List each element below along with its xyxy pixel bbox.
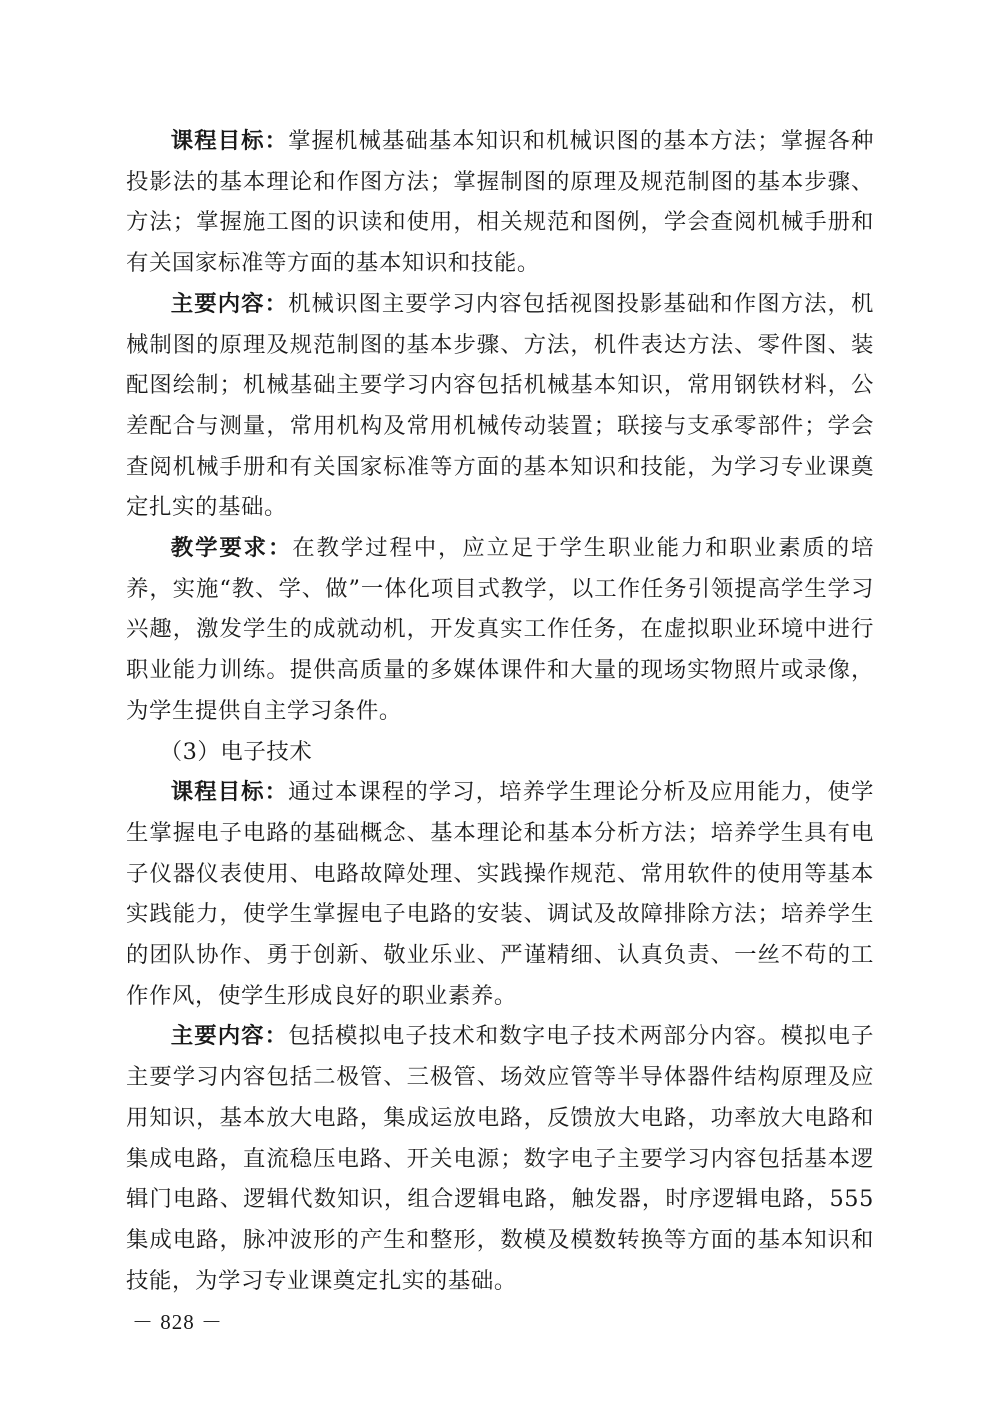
main-content-label: 主要内容： <box>170 290 289 317</box>
paragraph-main-content-mechanical <box>126 284 874 528</box>
teaching-requirements-label: 教学要求： <box>170 535 293 562</box>
main-content-text: 包括模拟电子技术和数字电子技术两部分内容。模拟电子主要学习内容包括二极管、三极管、场效应管等半导体器件结构原理及应用知识，基本放大电路，集成运放电路，反馈放大电路，功率放大电路和集成电路，直流稳压电路、开关电源；数字电子主要学习内容包括基本逻辑门电路、逻辑代数知识，组合逻辑电路，触发器，时序逻辑电路，555集成电路，脉冲波形的产生和整形，数模及模数转换等方面的基本知识和技能，为学习专业课奠定扎实的基础。 <box>126 1023 875 1294</box>
course-goal-text: 通过本课程的学习，培养学生理论分析及应用能力，使学生掌握电子电路的基础概念、基本理论和基本分析方法；培养学生具有电子仪器仪表使用、电路故障处理、实践操作规范、常用软件的使用等基本实践能力，使学生掌握电子电路的安装、调试及故障排除方法；培养学生的团队协作、勇于创新、敬业乐业、严谨精细、认真负责、一丝不苟的工作作风，使学生形成良好的职业素养。 <box>126 779 875 1009</box>
paragraph-course-goal-mechanical <box>126 121 874 284</box>
document-body <box>126 121 874 1301</box>
course-goal-label: 课程目标： <box>170 779 289 806</box>
teaching-requirements-text: 在教学过程中，应立足于学生职业能力和职业素质的培养，实施“教、学、做”一体化项目式教学，以工作任务引领提高学生学习兴趣，激发学生的成就动机，开发真实工作任务，在虚拟职业环境中进行职业能力训练。提供高质量的多媒体课件和大量的现场实物照片或录像，为学生提供自主学习条件。 <box>126 535 874 724</box>
page-number: － 828 － <box>132 1310 223 1334</box>
section-heading-electronics: （3）电子技术 <box>159 738 313 765</box>
main-content-label: 主要内容： <box>170 1023 289 1050</box>
paragraph-main-content-electronics <box>126 1016 874 1301</box>
course-goal-label: 课程目标： <box>170 128 289 154</box>
main-content-text: 机械识图主要学习内容包括视图投影基础和作图方法，机械制图的原理及规范制图的基本步骤、方法，机件表达方法、零件图、装配图绘制；机械基础主要学习内容包括机械基本知识，常用钢铁材料，公差配合与测量，常用机构及常用机械传动装置；联接与支承零部件；学会查阅机械手册和有关国家标准等方面的基本知识和技能，为学习专业课奠定扎实的基础。 <box>126 290 875 521</box>
course-goal-text: 掌握机械基础基本知识和机械识图的基本方法；掌握各种投影法的基本理论和作图方法；掌握制图的原理及规范制图的基本步骤、方法；掌握施工图的识读和使用，相关规范和图例，学会查阅机械手册和有关国家标准等方面的基本知识和技能。 <box>126 128 875 277</box>
paragraph-teaching-requirements <box>126 528 874 732</box>
paragraph-course-goal-electronics <box>126 772 874 1016</box>
